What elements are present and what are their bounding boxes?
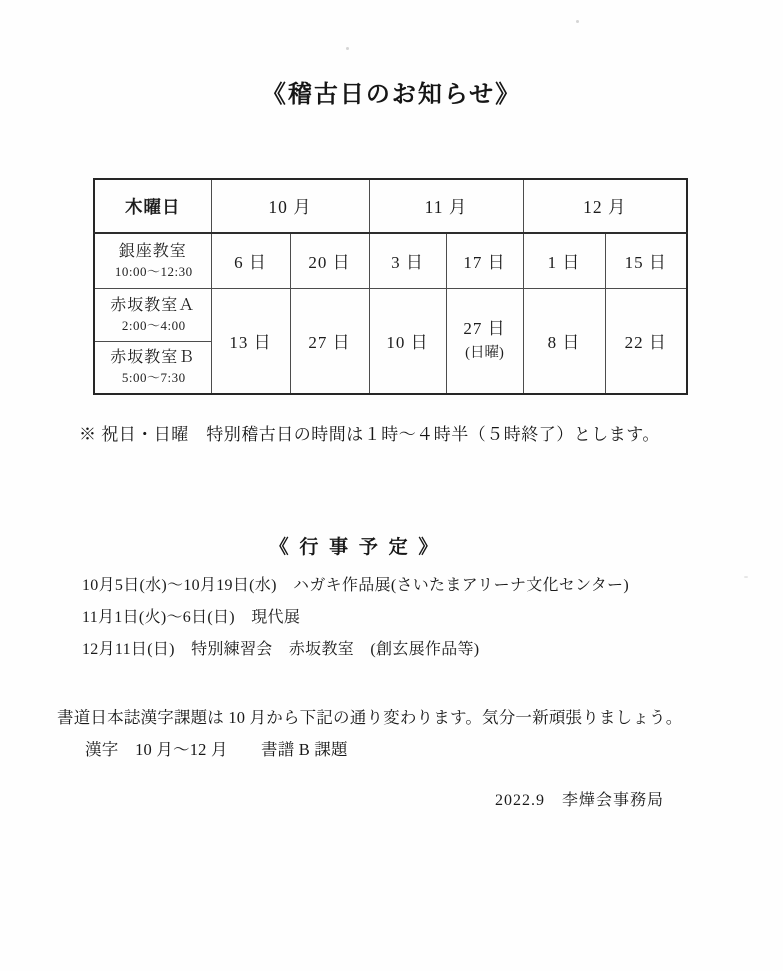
date-cell: 15 日 — [605, 233, 687, 288]
event-line: 12月11日(日) 特別練習会 赤坂教室 (創玄展作品等) — [82, 641, 480, 658]
month-header-december: 12 月 — [523, 179, 687, 233]
scan-speck — [346, 47, 349, 50]
date-cell: 13 日 — [211, 288, 290, 394]
practice-schedule-table-wrap — [93, 178, 688, 395]
date-value: 27 日 — [463, 318, 506, 338]
classroom-name: 赤坂教室Ａ — [110, 296, 196, 314]
event-line: 10月5日(水)〜10月19日(水) ハガキ作品展(さいたまアリーナ文化センター) — [82, 577, 629, 594]
event-line: 11月1日(火)〜6日(日) 現代展 — [82, 609, 301, 626]
date-cell: 1 日 — [523, 233, 605, 288]
events-heading: 《 行 事 予 定 》 — [269, 537, 441, 558]
sunday-note: (日曜) — [465, 344, 504, 361]
table-header-row — [94, 179, 687, 233]
classroom-cell-akasaka-b — [94, 341, 211, 394]
classroom-time: 2:00〜4:00 — [121, 317, 186, 333]
date-cell: 17 日 — [446, 233, 523, 288]
scan-speck — [576, 20, 579, 23]
akasaka-a-row — [94, 288, 687, 341]
practice-schedule-table — [93, 178, 688, 395]
events-list — [82, 570, 742, 666]
date-cell: 6 日 — [211, 233, 290, 288]
date-cell: 22 日 — [605, 288, 687, 394]
classroom-time: 10:00〜12:30 — [114, 263, 193, 279]
course-notice — [57, 702, 757, 766]
date-cell: 3 日 — [369, 233, 446, 288]
month-header-november: 11 月 — [369, 179, 523, 233]
date-cell: 27 日 — [290, 288, 369, 394]
holiday-note: ※ 祝日・日曜 特別稽古日の時間は１時〜４時半（５時終了）とします。 — [79, 425, 660, 444]
classroom-cell-ginza — [94, 233, 211, 288]
classroom-name: 赤坂教室Ｂ — [110, 349, 196, 367]
course-notice-line1: 書道日本誌漢字課題は 10 月から下記の通り変わります。気分一新頑張りましょう。 — [57, 708, 683, 727]
signature: 2022.9 李燁会事務局 — [495, 792, 665, 809]
date-cell: 8 日 — [523, 288, 605, 394]
classroom-cell-akasaka-a — [94, 288, 211, 341]
classroom-name: 銀座教室 — [118, 242, 187, 260]
date-stack — [447, 317, 523, 365]
date-cell-with-note — [446, 288, 523, 394]
date-cell: 10 日 — [369, 288, 446, 394]
scan-speck — [744, 576, 748, 578]
notice-title: 《稽古日のお知らせ》 — [261, 82, 522, 108]
month-header-october: 10 月 — [211, 179, 369, 233]
classroom-time: 5:00〜7:30 — [121, 370, 186, 386]
corner-header-cell: 木曜日 — [94, 179, 211, 233]
course-notice-line2: 漢字 10 月〜12 月 書譜 B 課題 — [85, 740, 348, 759]
date-cell: 20 日 — [290, 233, 369, 288]
ginza-row — [94, 233, 687, 288]
